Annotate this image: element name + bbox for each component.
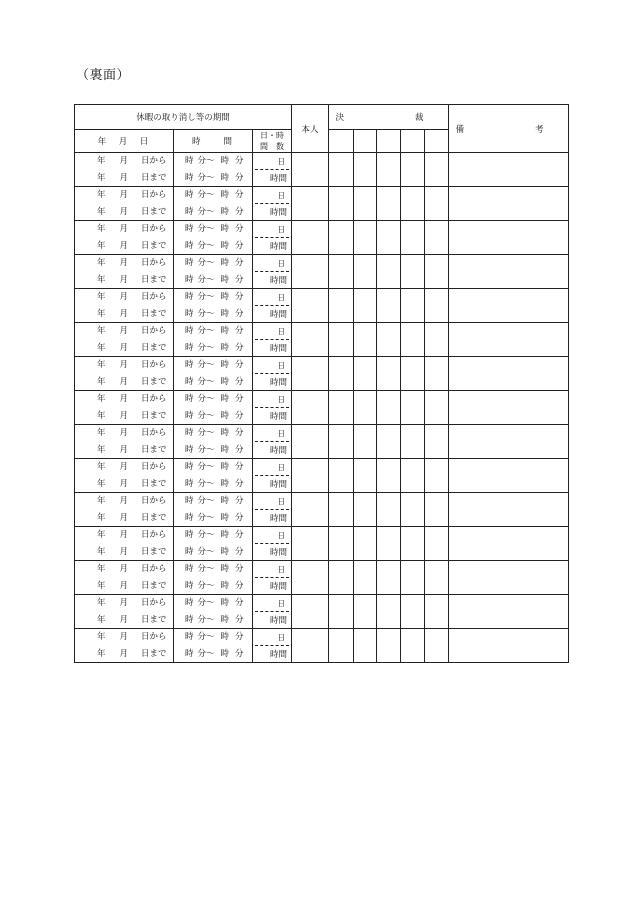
approval-stamp-cell[interactable] xyxy=(329,187,354,221)
person-stamp-cell[interactable] xyxy=(292,425,329,459)
remarks-cell[interactable] xyxy=(449,391,569,425)
person-stamp-cell[interactable] xyxy=(292,459,329,493)
time-from-line: 時 分〜 時 分 xyxy=(185,394,244,404)
approval-stamp-cell[interactable] xyxy=(354,595,377,629)
approval-stamp-cell[interactable] xyxy=(401,255,425,289)
approval-stamp-slot xyxy=(401,130,425,153)
approval-stamp-cell[interactable] xyxy=(354,459,377,493)
approval-stamp-cell[interactable] xyxy=(401,289,425,323)
day-unit-label: 日 xyxy=(277,293,286,302)
time-from-line: 時 分〜 時 分 xyxy=(185,326,244,336)
dashed-divider xyxy=(255,339,289,340)
day-unit-label: 日 xyxy=(277,599,286,608)
date-from-line: 年 月 日から xyxy=(97,462,167,472)
approval-stamp-cell[interactable] xyxy=(377,493,401,527)
date-range-cell[interactable] xyxy=(75,255,174,289)
approval-stamp-cell[interactable] xyxy=(425,187,449,221)
approval-stamp-cell[interactable] xyxy=(329,221,354,255)
remarks-cell[interactable] xyxy=(449,323,569,357)
time-until-line: 時 分〜 時 分 xyxy=(185,308,244,319)
day-unit-label: 日 xyxy=(277,463,286,472)
date-range-cell[interactable] xyxy=(75,357,174,391)
approval-stamp-cell[interactable] xyxy=(329,527,354,561)
table-row xyxy=(75,459,569,493)
day-unit-label: 日 xyxy=(277,327,286,336)
approval-stamp-cell[interactable] xyxy=(401,153,425,187)
remarks-cell[interactable] xyxy=(449,425,569,459)
date-from-line: 年 月 日から xyxy=(97,156,167,166)
time-range-cell[interactable] xyxy=(174,391,253,425)
date-until-line: 年 月 日まで xyxy=(97,478,167,489)
remarks-cell[interactable] xyxy=(449,527,569,561)
approval-stamp-cell[interactable] xyxy=(425,153,449,187)
date-until-line: 年 月 日まで xyxy=(97,512,167,523)
dashed-divider xyxy=(255,203,289,204)
time-from-line: 時 分〜 時 分 xyxy=(185,258,244,268)
remarks-cell[interactable] xyxy=(449,595,569,629)
date-from-line: 年 月 日から xyxy=(97,292,167,302)
time-range-cell[interactable] xyxy=(174,629,253,663)
approval-stamp-cell[interactable] xyxy=(425,323,449,357)
table-row xyxy=(75,357,569,391)
time-range-cell[interactable] xyxy=(174,561,253,595)
date-until-line: 年 月 日まで xyxy=(97,342,167,353)
approval-stamp-cell[interactable] xyxy=(377,425,401,459)
date-range-cell[interactable] xyxy=(75,323,174,357)
date-range-cell[interactable] xyxy=(75,391,174,425)
time-until-line: 時 分〜 時 分 xyxy=(185,240,244,251)
table-row xyxy=(75,561,569,595)
date-until-line: 年 月 日まで xyxy=(97,274,167,285)
dashed-divider xyxy=(255,475,289,476)
days-hours-cell[interactable] xyxy=(253,527,292,561)
time-range-cell[interactable] xyxy=(174,595,253,629)
approval-stamp-cell[interactable] xyxy=(401,221,425,255)
hours-unit-label: 時間 xyxy=(270,616,288,626)
days-hours-cell[interactable] xyxy=(253,561,292,595)
approval-stamp-cell[interactable] xyxy=(377,221,401,255)
time-range-cell[interactable] xyxy=(174,187,253,221)
time-range-cell[interactable] xyxy=(174,357,253,391)
table-row xyxy=(75,527,569,561)
date-until-line: 年 月 日まで xyxy=(97,546,167,557)
remarks-cell[interactable] xyxy=(449,561,569,595)
time-from-line: 時 分〜 時 分 xyxy=(185,462,244,472)
time-until-line: 時 分〜 時 分 xyxy=(185,478,244,489)
approval-stamp-cell[interactable] xyxy=(329,153,354,187)
remarks-cell[interactable] xyxy=(449,459,569,493)
approval-stamp-cell[interactable] xyxy=(354,221,377,255)
approval-stamp-cell[interactable] xyxy=(425,221,449,255)
date-from-line: 年 月 日から xyxy=(97,360,167,370)
date-range-cell[interactable] xyxy=(75,153,174,187)
approval-stamp-cell[interactable] xyxy=(401,357,425,391)
date-until-line: 年 月 日まで xyxy=(97,410,167,421)
approval-stamp-cell[interactable] xyxy=(354,187,377,221)
approval-stamp-cell[interactable] xyxy=(377,357,401,391)
time-range-cell[interactable] xyxy=(174,221,253,255)
dashed-divider xyxy=(255,237,289,238)
approval-stamp-cell[interactable] xyxy=(401,391,425,425)
approval-stamp-cell[interactable] xyxy=(354,323,377,357)
remarks-header: 備 考 xyxy=(449,105,569,153)
dashed-divider xyxy=(255,441,289,442)
approval-stamp-cell[interactable] xyxy=(354,153,377,187)
approval-stamp-cell[interactable] xyxy=(354,425,377,459)
time-until-line: 時 分〜 時 分 xyxy=(185,614,244,625)
dashed-divider xyxy=(255,373,289,374)
time-range-cell[interactable] xyxy=(174,459,253,493)
approval-stamp-cell[interactable] xyxy=(377,459,401,493)
days-hours-cell[interactable] xyxy=(253,493,292,527)
table-row xyxy=(75,289,569,323)
days-hours-cell[interactable] xyxy=(253,425,292,459)
date-range-cell[interactable] xyxy=(75,187,174,221)
date-until-line: 年 月 日まで xyxy=(97,614,167,625)
time-range-cell[interactable] xyxy=(174,493,253,527)
approval-stamp-cell[interactable] xyxy=(354,391,377,425)
person-stamp-cell[interactable] xyxy=(292,391,329,425)
date-until-line: 年 月 日まで xyxy=(97,376,167,387)
hours-unit-label: 時間 xyxy=(270,480,288,490)
remarks-cell[interactable] xyxy=(449,289,569,323)
time-from-line: 時 分〜 時 分 xyxy=(185,190,244,200)
approval-stamp-cell[interactable] xyxy=(425,425,449,459)
time-from-line: 時 分〜 時 分 xyxy=(185,428,244,438)
dashed-divider xyxy=(255,305,289,306)
date-range-cell[interactable] xyxy=(75,493,174,527)
person-stamp-cell[interactable] xyxy=(292,629,329,663)
approval-stamp-cell[interactable] xyxy=(425,493,449,527)
day-unit-label: 日 xyxy=(277,157,286,166)
date-from-line: 年 月 日から xyxy=(97,190,167,200)
approval-stamp-cell[interactable] xyxy=(354,255,377,289)
date-range-cell[interactable] xyxy=(75,629,174,663)
time-from-line: 時 分〜 時 分 xyxy=(185,224,244,234)
date-until-line: 年 月 日まで xyxy=(97,444,167,455)
day-unit-label: 日 xyxy=(277,497,286,506)
day-unit-label: 日 xyxy=(277,395,286,404)
leave-cancellation-table xyxy=(74,104,569,663)
date-until-line: 年 月 日まで xyxy=(97,172,167,183)
time-until-line: 時 分〜 時 分 xyxy=(185,206,244,217)
day-unit-label: 日 xyxy=(277,531,286,540)
approval-stamp-cell[interactable] xyxy=(401,323,425,357)
date-until-line: 年 月 日まで xyxy=(97,308,167,319)
date-from-line: 年 月 日から xyxy=(97,326,167,336)
person-stamp-cell[interactable] xyxy=(292,153,329,187)
remarks-cell[interactable] xyxy=(449,255,569,289)
date-until-line: 年 月 日まで xyxy=(97,580,167,591)
approval-stamp-cell[interactable] xyxy=(401,527,425,561)
approval-stamp-cell[interactable] xyxy=(425,527,449,561)
hours-unit-label: 時間 xyxy=(270,514,288,524)
person-header: 本人 xyxy=(292,105,329,153)
time-until-line: 時 分〜 時 分 xyxy=(185,512,244,523)
approval-stamp-cell[interactable] xyxy=(377,527,401,561)
time-from-line: 時 分〜 時 分 xyxy=(185,292,244,302)
remarks-cell[interactable] xyxy=(449,187,569,221)
remarks-cell[interactable] xyxy=(449,153,569,187)
approval-stamp-cell[interactable] xyxy=(425,561,449,595)
hours-unit-label: 時間 xyxy=(270,174,288,184)
dashed-divider xyxy=(255,169,289,170)
remarks-cell[interactable] xyxy=(449,357,569,391)
approval-stamp-cell[interactable] xyxy=(401,595,425,629)
person-stamp-cell[interactable] xyxy=(292,357,329,391)
time-range-cell[interactable] xyxy=(174,289,253,323)
remarks-cell[interactable] xyxy=(449,493,569,527)
approval-stamp-cell[interactable] xyxy=(377,595,401,629)
date-range-cell[interactable] xyxy=(75,289,174,323)
day-unit-label: 日 xyxy=(277,633,286,642)
days-hours-cell[interactable] xyxy=(253,391,292,425)
approval-stamp-cell[interactable] xyxy=(377,561,401,595)
days-hours-cell[interactable] xyxy=(253,255,292,289)
dashed-divider xyxy=(255,611,289,612)
table-body xyxy=(75,153,569,663)
days-hours-cell[interactable] xyxy=(253,187,292,221)
approval-stamp-cell[interactable] xyxy=(329,289,354,323)
hours-unit-label: 時間 xyxy=(270,242,288,252)
approval-stamp-cell[interactable] xyxy=(354,561,377,595)
approval-stamp-cell[interactable] xyxy=(377,255,401,289)
approval-stamp-cell[interactable] xyxy=(354,629,377,663)
approval-stamp-cell[interactable] xyxy=(377,391,401,425)
days-hours-cell[interactable] xyxy=(253,289,292,323)
approval-stamp-cell[interactable] xyxy=(329,357,354,391)
approval-stamp-cell[interactable] xyxy=(425,629,449,663)
remarks-cell[interactable] xyxy=(449,629,569,663)
person-stamp-cell[interactable] xyxy=(292,561,329,595)
table-row xyxy=(75,153,569,187)
dashed-divider xyxy=(255,271,289,272)
approval-header: 決 裁 xyxy=(329,105,449,130)
approval-stamp-cell[interactable] xyxy=(329,595,354,629)
hours-unit-label: 時間 xyxy=(270,650,288,660)
remarks-cell[interactable] xyxy=(449,221,569,255)
period-title: 休暇の取り消し等の期間 xyxy=(75,105,292,130)
date-from-line: 年 月 日から xyxy=(97,258,167,268)
person-stamp-cell[interactable] xyxy=(292,493,329,527)
hours-unit-label: 時間 xyxy=(270,412,288,422)
date-until-line: 年 月 日まで xyxy=(97,206,167,217)
days-hours-cell[interactable] xyxy=(253,629,292,663)
dashed-divider xyxy=(255,543,289,544)
table-row xyxy=(75,493,569,527)
approval-stamp-slot xyxy=(425,130,449,153)
date-range-cell[interactable] xyxy=(75,221,174,255)
table-row xyxy=(75,629,569,663)
hours-unit-label: 時間 xyxy=(270,378,288,388)
approval-stamp-cell[interactable] xyxy=(425,289,449,323)
approval-stamp-cell[interactable] xyxy=(401,629,425,663)
time-until-line: 時 分〜 時 分 xyxy=(185,546,244,557)
date-range-cell[interactable] xyxy=(75,595,174,629)
date-from-line: 年 月 日から xyxy=(97,496,167,506)
approval-stamp-cell[interactable] xyxy=(354,357,377,391)
time-range-cell[interactable] xyxy=(174,323,253,357)
page-heading: （裏面） xyxy=(76,68,131,83)
time-until-line: 時 分〜 時 分 xyxy=(185,580,244,591)
table-row xyxy=(75,187,569,221)
approval-stamp-cell[interactable] xyxy=(401,561,425,595)
approval-stamp-cell[interactable] xyxy=(329,255,354,289)
dashed-divider xyxy=(255,645,289,646)
table-row xyxy=(75,595,569,629)
time-until-line: 時 分〜 時 分 xyxy=(185,410,244,421)
time-from-line: 時 分〜 時 分 xyxy=(185,156,244,166)
approval-stamp-cell[interactable] xyxy=(377,629,401,663)
table-row xyxy=(75,391,569,425)
time-until-line: 時 分〜 時 分 xyxy=(185,274,244,285)
approval-stamp-cell[interactable] xyxy=(329,561,354,595)
days-hours-cell[interactable] xyxy=(253,323,292,357)
dashed-divider xyxy=(255,577,289,578)
date-until-line: 年 月 日まで xyxy=(97,240,167,251)
days-hours-cell[interactable] xyxy=(253,595,292,629)
table-row xyxy=(75,425,569,459)
hours-unit-label: 時間 xyxy=(270,208,288,218)
approval-stamp-cell[interactable] xyxy=(425,459,449,493)
approval-stamp-cell[interactable] xyxy=(401,425,425,459)
days-hours-cell[interactable] xyxy=(253,459,292,493)
time-from-line: 時 分〜 時 分 xyxy=(185,598,244,608)
date-from-line: 年 月 日から xyxy=(97,530,167,540)
approval-stamp-slot xyxy=(377,130,401,153)
date-range-cell[interactable] xyxy=(75,561,174,595)
approval-stamp-cell[interactable] xyxy=(401,493,425,527)
day-unit-label: 日 xyxy=(277,361,286,370)
approval-stamp-cell[interactable] xyxy=(425,255,449,289)
day-unit-label: 日 xyxy=(277,259,286,268)
hours-unit-label: 時間 xyxy=(270,548,288,558)
time-until-line: 時 分〜 時 分 xyxy=(185,444,244,455)
approval-stamp-cell[interactable] xyxy=(354,527,377,561)
hours-unit-label: 時間 xyxy=(270,446,288,456)
dashed-divider xyxy=(255,509,289,510)
time-range-cell[interactable] xyxy=(174,255,253,289)
date-from-line: 年 月 日から xyxy=(97,598,167,608)
day-unit-label: 日 xyxy=(277,191,286,200)
hours-unit-label: 時間 xyxy=(270,344,288,354)
approval-stamp-cell[interactable] xyxy=(329,493,354,527)
time-from-line: 時 分〜 時 分 xyxy=(185,360,244,370)
approval-stamp-slot xyxy=(329,130,354,153)
approval-stamp-cell[interactable] xyxy=(329,323,354,357)
approval-stamp-cell[interactable] xyxy=(329,629,354,663)
approval-stamp-slot xyxy=(354,130,377,153)
date-until-line: 年 月 日まで xyxy=(97,648,167,659)
approval-stamp-cell[interactable] xyxy=(329,459,354,493)
date-range-cell[interactable] xyxy=(75,425,174,459)
time-until-line: 時 分〜 時 分 xyxy=(185,172,244,183)
days-hours-cell[interactable] xyxy=(253,153,292,187)
table-row xyxy=(75,323,569,357)
approval-stamp-cell[interactable] xyxy=(401,459,425,493)
approval-stamp-cell[interactable] xyxy=(425,357,449,391)
dashed-divider xyxy=(255,407,289,408)
approval-stamp-cell[interactable] xyxy=(329,391,354,425)
days-hours-cell[interactable] xyxy=(253,221,292,255)
time-until-line: 時 分〜 時 分 xyxy=(185,648,244,659)
hours-unit-label: 時間 xyxy=(270,582,288,592)
hours-unit-label: 時間 xyxy=(270,276,288,286)
time-column-header: 時 間 xyxy=(174,130,253,153)
approval-stamp-cell[interactable] xyxy=(401,187,425,221)
approval-stamp-cell[interactable] xyxy=(329,425,354,459)
date-range-cell[interactable] xyxy=(75,459,174,493)
table-row xyxy=(75,221,569,255)
date-from-line: 年 月 日から xyxy=(97,564,167,574)
approval-stamp-cell[interactable] xyxy=(425,391,449,425)
date-from-line: 年 月 日から xyxy=(97,224,167,234)
approval-stamp-cell[interactable] xyxy=(354,493,377,527)
day-unit-label: 日 xyxy=(277,225,286,234)
hours-unit-label: 時間 xyxy=(270,310,288,320)
time-range-cell[interactable] xyxy=(174,153,253,187)
date-from-line: 年 月 日から xyxy=(97,632,167,642)
time-until-line: 時 分〜 時 分 xyxy=(185,342,244,353)
person-stamp-cell[interactable] xyxy=(292,527,329,561)
date-from-line: 年 月 日から xyxy=(97,428,167,438)
day-unit-label: 日 xyxy=(277,565,286,574)
days-hours-column-header: 日・時 間 数 xyxy=(253,130,292,153)
time-range-cell[interactable] xyxy=(174,527,253,561)
time-from-line: 時 分〜 時 分 xyxy=(185,496,244,506)
date-range-cell[interactable] xyxy=(75,527,174,561)
person-stamp-cell[interactable] xyxy=(292,221,329,255)
approval-stamp-cell[interactable] xyxy=(377,289,401,323)
person-stamp-cell[interactable] xyxy=(292,187,329,221)
approval-stamp-cell[interactable] xyxy=(377,187,401,221)
table-row xyxy=(75,255,569,289)
person-stamp-cell[interactable] xyxy=(292,289,329,323)
person-stamp-cell[interactable] xyxy=(292,595,329,629)
approval-stamp-cell[interactable] xyxy=(354,289,377,323)
time-range-cell[interactable] xyxy=(174,425,253,459)
person-stamp-cell[interactable] xyxy=(292,323,329,357)
approval-stamp-cell[interactable] xyxy=(377,153,401,187)
date-column-header: 年 月 日 xyxy=(75,130,174,153)
days-hours-cell[interactable] xyxy=(253,357,292,391)
approval-stamp-cell[interactable] xyxy=(425,595,449,629)
time-from-line: 時 分〜 時 分 xyxy=(185,564,244,574)
time-from-line: 時 分〜 時 分 xyxy=(185,632,244,642)
time-from-line: 時 分〜 時 分 xyxy=(185,530,244,540)
approval-stamp-cell[interactable] xyxy=(377,323,401,357)
date-from-line: 年 月 日から xyxy=(97,394,167,404)
day-unit-label: 日 xyxy=(277,429,286,438)
time-until-line: 時 分〜 時 分 xyxy=(185,376,244,387)
person-stamp-cell[interactable] xyxy=(292,255,329,289)
